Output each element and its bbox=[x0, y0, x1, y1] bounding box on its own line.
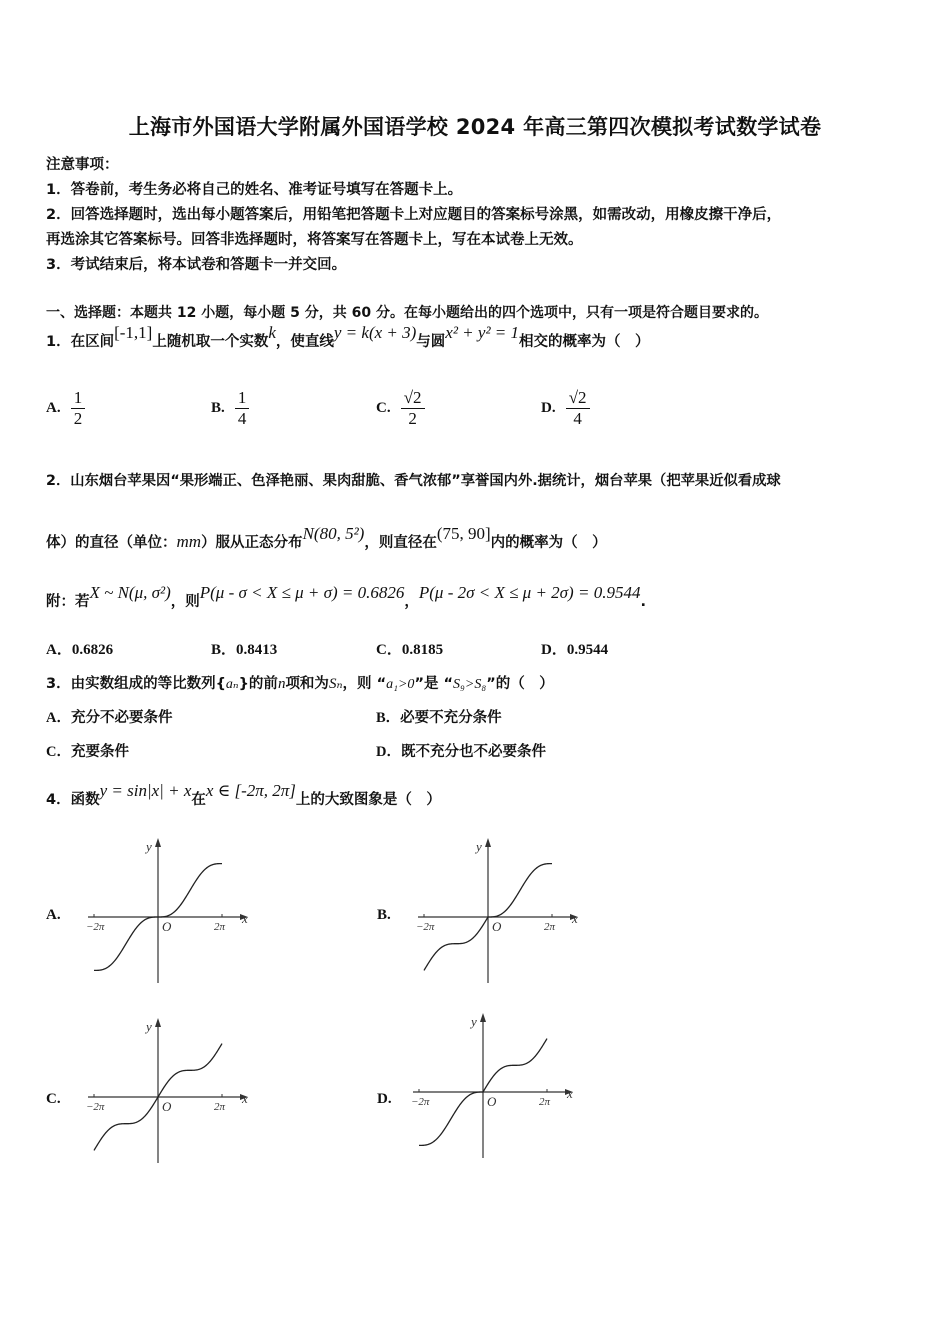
q2-text-2: ）服从正态分布 bbox=[201, 535, 303, 551]
option-text: 0.8185 bbox=[401, 642, 444, 658]
q3-text-3: 项和为 bbox=[285, 676, 329, 692]
q4-text-3: 上的大致图象是（ ） bbox=[295, 792, 441, 808]
notice-item-1: 1．答卷前，考生务必将自己的姓名、准考证号填写在答题卡上。 bbox=[46, 182, 463, 198]
q2-text-3: ，则直径在 bbox=[364, 535, 437, 551]
q1-option-c[interactable] bbox=[376, 388, 425, 428]
x-axis-label: x bbox=[242, 911, 248, 926]
q4-option-b-letter: B. bbox=[377, 907, 391, 923]
option-letter: C． bbox=[376, 642, 402, 658]
q2-text-4: 内的概率为（ ） bbox=[490, 535, 607, 551]
q3-condition-1: a₁>0 bbox=[386, 677, 415, 692]
y-axis-arrow-icon bbox=[485, 838, 491, 847]
notice-item-2: 2．回答选择题时，选出每小题答案后，用铅笔把答题卡上对应题目的答案标号涂黑，如需改动，用橡皮擦干净后， bbox=[46, 207, 782, 223]
q1-option-b-fraction bbox=[235, 388, 250, 428]
q2-note-sep: ， bbox=[404, 594, 419, 610]
option-text: 充要条件 bbox=[70, 744, 129, 760]
y-axis-label: y bbox=[476, 839, 482, 854]
q1-option-a-fraction bbox=[71, 388, 86, 428]
numerator: √2 bbox=[401, 388, 425, 409]
q3-text-1: 3．由实数组成的等比数列{ bbox=[46, 676, 226, 692]
denominator: 2 bbox=[73, 408, 83, 428]
q4-function: y = sin|x| + x bbox=[99, 781, 192, 800]
notice-heading: 注意事项： bbox=[46, 157, 119, 173]
x-tick-label-pos: 2π bbox=[544, 921, 556, 933]
denominator: 2 bbox=[408, 408, 417, 428]
q1-interval: [-1,1] bbox=[114, 323, 153, 342]
q2-note bbox=[46, 583, 646, 611]
denominator: 4 bbox=[237, 408, 247, 428]
x-tick-label-neg: −2π bbox=[416, 921, 435, 933]
q3-option-d[interactable] bbox=[376, 740, 546, 761]
denominator: 4 bbox=[573, 408, 582, 428]
option-letter: B． bbox=[211, 642, 237, 658]
q1-text-5: 相交的概率为（ ） bbox=[519, 334, 650, 350]
q2-text-1: 体）的直径（单位： bbox=[46, 535, 177, 551]
x-axis-label: x bbox=[572, 911, 578, 926]
q3-sum: Sₙ bbox=[328, 676, 343, 692]
q2-note-distribution: X ~ N(μ, σ²) bbox=[89, 583, 171, 602]
q4-option-d-graph[interactable] bbox=[405, 1010, 575, 1160]
numerator: 1 bbox=[71, 388, 86, 409]
origin-label: O bbox=[487, 1094, 497, 1109]
option-text: 0.8413 bbox=[236, 642, 278, 658]
q3-condition-2: S₉>S₈ bbox=[453, 677, 487, 692]
option-text: 必要不充分条件 bbox=[400, 710, 502, 726]
x-axis-label: x bbox=[242, 1091, 248, 1106]
q2-range: (75, 90] bbox=[436, 524, 491, 543]
q3-option-c[interactable] bbox=[46, 740, 129, 761]
q1-option-a-letter: A. bbox=[46, 400, 61, 417]
q2-option-b[interactable] bbox=[211, 638, 277, 659]
x-tick-label-neg: −2π bbox=[86, 1101, 105, 1113]
q3-text-2: }的前 bbox=[238, 676, 278, 692]
q2-option-c[interactable] bbox=[376, 638, 443, 659]
option-letter: D． bbox=[376, 744, 401, 760]
q4-domain: x ∈ [-2π, 2π] bbox=[205, 781, 296, 800]
q1-text-2: 上随机取一个实数 bbox=[152, 334, 269, 350]
q4-text-2: 在 bbox=[191, 792, 206, 808]
option-letter: A． bbox=[46, 642, 72, 658]
q3-sequence: aₙ bbox=[225, 677, 239, 692]
q2-option-d[interactable] bbox=[541, 638, 608, 659]
q2-note-text-1: 附：若 bbox=[46, 594, 90, 610]
q2-distribution: N(80, 5²) bbox=[302, 524, 365, 543]
numerator: 1 bbox=[235, 388, 250, 409]
x-tick-label-neg: −2π bbox=[86, 921, 105, 933]
q2-note-formula-2: P(μ - 2σ < X ≤ μ + 2σ) = 0.9544 bbox=[418, 583, 641, 602]
q2-note-formula-1: P(μ - σ < X ≤ μ + σ) = 0.6826 bbox=[199, 583, 405, 602]
q1-option-a[interactable] bbox=[46, 388, 85, 428]
q3-option-b[interactable] bbox=[376, 706, 502, 727]
option-letter: B． bbox=[376, 710, 401, 726]
x-tick-label-pos: 2π bbox=[214, 921, 226, 933]
q4-option-c-letter: C. bbox=[46, 1091, 61, 1107]
q2-line-2 bbox=[46, 524, 607, 552]
q1-option-c-fraction bbox=[401, 388, 425, 428]
exam-title: 上海市外国语大学附属外国语学校 2024 年高三第四次模拟考试数学试卷 bbox=[128, 115, 822, 139]
origin-label: O bbox=[162, 919, 172, 934]
question-3 bbox=[46, 672, 554, 693]
q1-option-b[interactable] bbox=[211, 388, 249, 428]
q4-option-c-graph[interactable] bbox=[80, 1015, 250, 1165]
x-axis-label: x bbox=[567, 1086, 573, 1101]
y-axis-label: y bbox=[471, 1014, 477, 1029]
q2-note-end: . bbox=[640, 594, 646, 610]
option-text: 0.9544 bbox=[566, 642, 609, 658]
q4-option-a-graph[interactable] bbox=[80, 835, 250, 985]
origin-label: O bbox=[162, 1099, 172, 1114]
q3-text-5: ”是 “ bbox=[414, 676, 454, 692]
q4-option-a-letter: A. bbox=[46, 907, 61, 923]
numerator: √2 bbox=[566, 388, 590, 409]
y-axis-label: y bbox=[146, 839, 152, 854]
option-letter: A． bbox=[46, 710, 71, 726]
origin-label: O bbox=[492, 919, 502, 934]
option-text: 0.6826 bbox=[71, 642, 114, 658]
q4-option-d-letter: D. bbox=[377, 1091, 392, 1107]
notice-item-3: 3．考试结束后，将本试卷和答题卡一并交回。 bbox=[46, 257, 347, 273]
q1-circle-equation: x² + y² = 1 bbox=[445, 323, 520, 342]
q1-var-k: k bbox=[268, 323, 276, 342]
q1-line-equation: y = k(x + 3) bbox=[333, 323, 417, 342]
option-letter: D． bbox=[541, 642, 567, 658]
x-tick-label-pos: 2π bbox=[214, 1101, 226, 1113]
notice-item-2-cont: 再选涂其它答案标号。回答非选择题时，将答案写在答题卡上，写在本试卷上无效。 bbox=[46, 232, 583, 248]
q3-n: n bbox=[277, 676, 286, 692]
option-letter: C． bbox=[46, 744, 71, 760]
q1-number: 1． bbox=[46, 334, 71, 350]
q1-text-1: 在区间 bbox=[70, 334, 115, 350]
y-axis-arrow-icon bbox=[155, 1018, 161, 1027]
y-axis-arrow-icon bbox=[480, 1013, 486, 1022]
q2-line-1: 2．山东烟台苹果因“果形端正、色泽艳丽、果肉甜脆、香气浓郁”享誉国内外.据统计，烟台苹果（把苹果近似看成球 bbox=[46, 473, 781, 489]
q3-text-4: ，则 “ bbox=[342, 676, 387, 692]
option-text: 既不充分也不必要条件 bbox=[400, 744, 546, 760]
question-1 bbox=[46, 323, 650, 351]
q1-option-c-letter: C. bbox=[376, 400, 391, 417]
q1-option-d-letter: D. bbox=[541, 400, 556, 417]
q2-option-a[interactable] bbox=[46, 638, 113, 659]
q1-option-d[interactable] bbox=[541, 388, 590, 428]
option-text: 充分不必要条件 bbox=[70, 710, 173, 726]
q1-option-b-letter: B. bbox=[211, 400, 225, 417]
x-tick-label-pos: 2π bbox=[539, 1096, 551, 1108]
x-tick-label-neg: −2π bbox=[411, 1096, 430, 1108]
y-axis-arrow-icon bbox=[155, 838, 161, 847]
q2-unit: mm bbox=[176, 532, 202, 551]
section-heading: 一、选择题：本题共 12 小题，每小题 5 分，共 60 分。在每小题给出的四个选项中，只有一项是符合题目要求的。 bbox=[46, 305, 768, 321]
q3-option-a[interactable] bbox=[46, 706, 172, 727]
q3-text-6: ”的（ ） bbox=[486, 676, 554, 692]
q4-text-1: 4．函数 bbox=[46, 792, 100, 808]
question-4 bbox=[46, 781, 441, 809]
q1-option-d-fraction bbox=[566, 388, 590, 428]
y-axis-label: y bbox=[146, 1019, 152, 1034]
q2-note-text-2: ，则 bbox=[170, 594, 200, 610]
q1-text-4: 与圆 bbox=[416, 334, 446, 350]
q4-option-b-graph[interactable] bbox=[410, 835, 580, 985]
q1-text-3: ，使直线 bbox=[275, 334, 334, 350]
